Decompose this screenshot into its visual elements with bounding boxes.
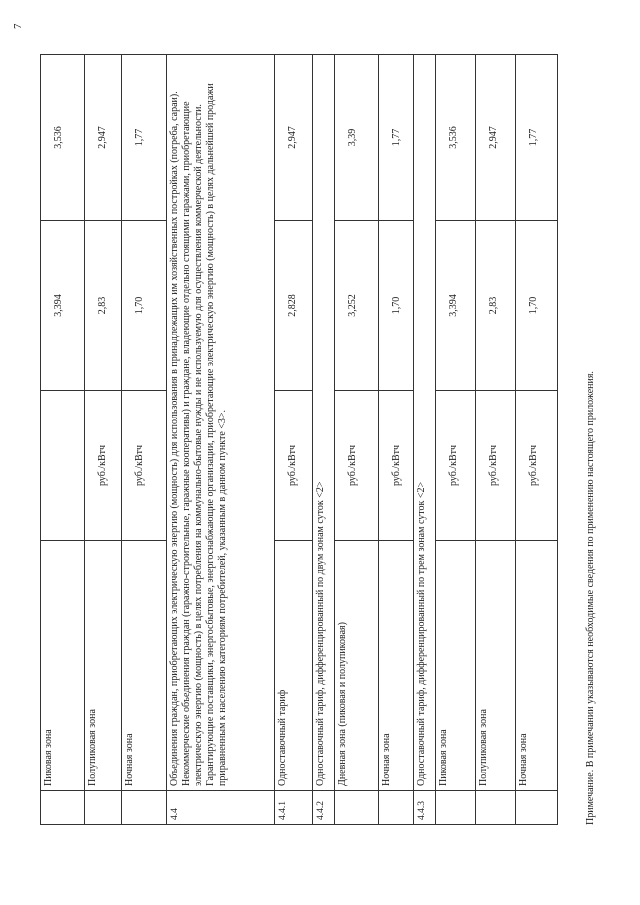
row-value-1: 1,70 <box>122 221 167 391</box>
row-number <box>516 791 558 825</box>
row-number <box>41 791 85 825</box>
row-value-2: 2,947 <box>85 55 122 221</box>
row-name: Пиковая зона <box>436 541 476 791</box>
row-name: Дневная зона (пиковая и полупиковая) <box>335 541 379 791</box>
row-value-1: 3,394 <box>436 221 476 391</box>
row-number: 4.4.1 <box>275 791 313 825</box>
table-row <box>379 55 414 825</box>
row-name: Ночная зона <box>516 541 558 791</box>
row-unit: руб./кВтч <box>476 391 516 541</box>
row-unit: руб./кВтч <box>335 391 379 541</box>
description-paragraph: Объединения граждан, приобретающих электрическую энергию (мощность) для использования в принадлежащих им хозяйственных постройках (погреба, сараи). <box>169 91 180 786</box>
row-number <box>476 791 516 825</box>
row-unit: руб./кВтч <box>122 391 167 541</box>
row-value-2: 2,947 <box>476 55 516 221</box>
row-name: Пиковая зона <box>41 541 85 791</box>
row-number: 4.4 <box>167 791 275 825</box>
row-value-2: 1,77 <box>379 55 414 221</box>
row-value-1: 3,252 <box>335 221 379 391</box>
table-row <box>275 55 313 825</box>
table-row <box>476 55 516 825</box>
description-paragraph: Гарантирующие поставщики, энергосбытовые, энергоснабжающие организации, приобретающие электрическую энергию (мощность) в целях дальнейшей продажи приравненным к населению категориям потребителей, указанным в данном пункте <3>. <box>205 83 228 786</box>
row-unit: руб./кВтч <box>85 391 122 541</box>
table-row <box>414 55 436 825</box>
row-number <box>122 791 167 825</box>
row-number <box>85 791 122 825</box>
tariff-table <box>40 54 558 825</box>
row-value-1: 1,70 <box>379 221 414 391</box>
row-name: Ночная зона <box>122 541 167 791</box>
section-heading: Одноставочный тариф, дифференцированный по трем зонам суток <2> <box>414 55 436 791</box>
row-value-1: 2,83 <box>476 221 516 391</box>
category-description <box>167 55 275 791</box>
row-unit: руб./кВтч <box>379 391 414 541</box>
description-paragraph: Некоммерческие объединения граждан (гаражно-строительные, гаражные кооперативы) и граждане, владеющие отдельно стоящими гаражами, приобретающие электрическую энергию (мощность) в целях потребления на коммунально-бытовые нужды и не используемую для осуществления коммерческой деятельности. <box>181 101 204 786</box>
page-number: 7 <box>12 23 24 29</box>
row-value-2: 3,39 <box>335 55 379 221</box>
row-unit <box>41 391 85 541</box>
row-number <box>436 791 476 825</box>
table-row <box>41 55 85 825</box>
table-row <box>436 55 476 825</box>
row-value-2: 3,536 <box>41 55 85 221</box>
table-row <box>335 55 379 825</box>
row-unit: руб./кВтч <box>516 391 558 541</box>
row-value-1: 2,83 <box>85 221 122 391</box>
row-unit: руб./кВтч <box>275 391 313 541</box>
row-value-1: 3,394 <box>41 221 85 391</box>
row-value-2: 2,947 <box>275 55 313 221</box>
row-number: 4.4.2 <box>313 791 335 825</box>
row-name: Полупиковая зона <box>85 541 122 791</box>
table-row <box>516 55 558 825</box>
table-row <box>85 55 122 825</box>
table-row <box>313 55 335 825</box>
table-row <box>167 55 275 825</box>
table-row <box>122 55 167 825</box>
row-value-2: 3,536 <box>436 55 476 221</box>
row-value-1: 1,70 <box>516 221 558 391</box>
row-number <box>379 791 414 825</box>
row-unit: руб./кВтч <box>436 391 476 541</box>
row-value-2: 1,77 <box>122 55 167 221</box>
row-name: Полупиковая зона <box>476 541 516 791</box>
row-name: Ночная зона <box>379 541 414 791</box>
row-number: 4.4.3 <box>414 791 436 825</box>
row-name: Одноставочный тариф <box>275 541 313 791</box>
row-value-1: 2,828 <box>275 221 313 391</box>
row-value-2: 1,77 <box>516 55 558 221</box>
footnote: Примечание. В примечании указываются необходимые сведения по применению настоящего приложения. <box>585 371 596 825</box>
row-number <box>335 791 379 825</box>
section-heading: Одноставочный тариф, дифференцированный по двум зонам суток <2> <box>313 55 335 791</box>
